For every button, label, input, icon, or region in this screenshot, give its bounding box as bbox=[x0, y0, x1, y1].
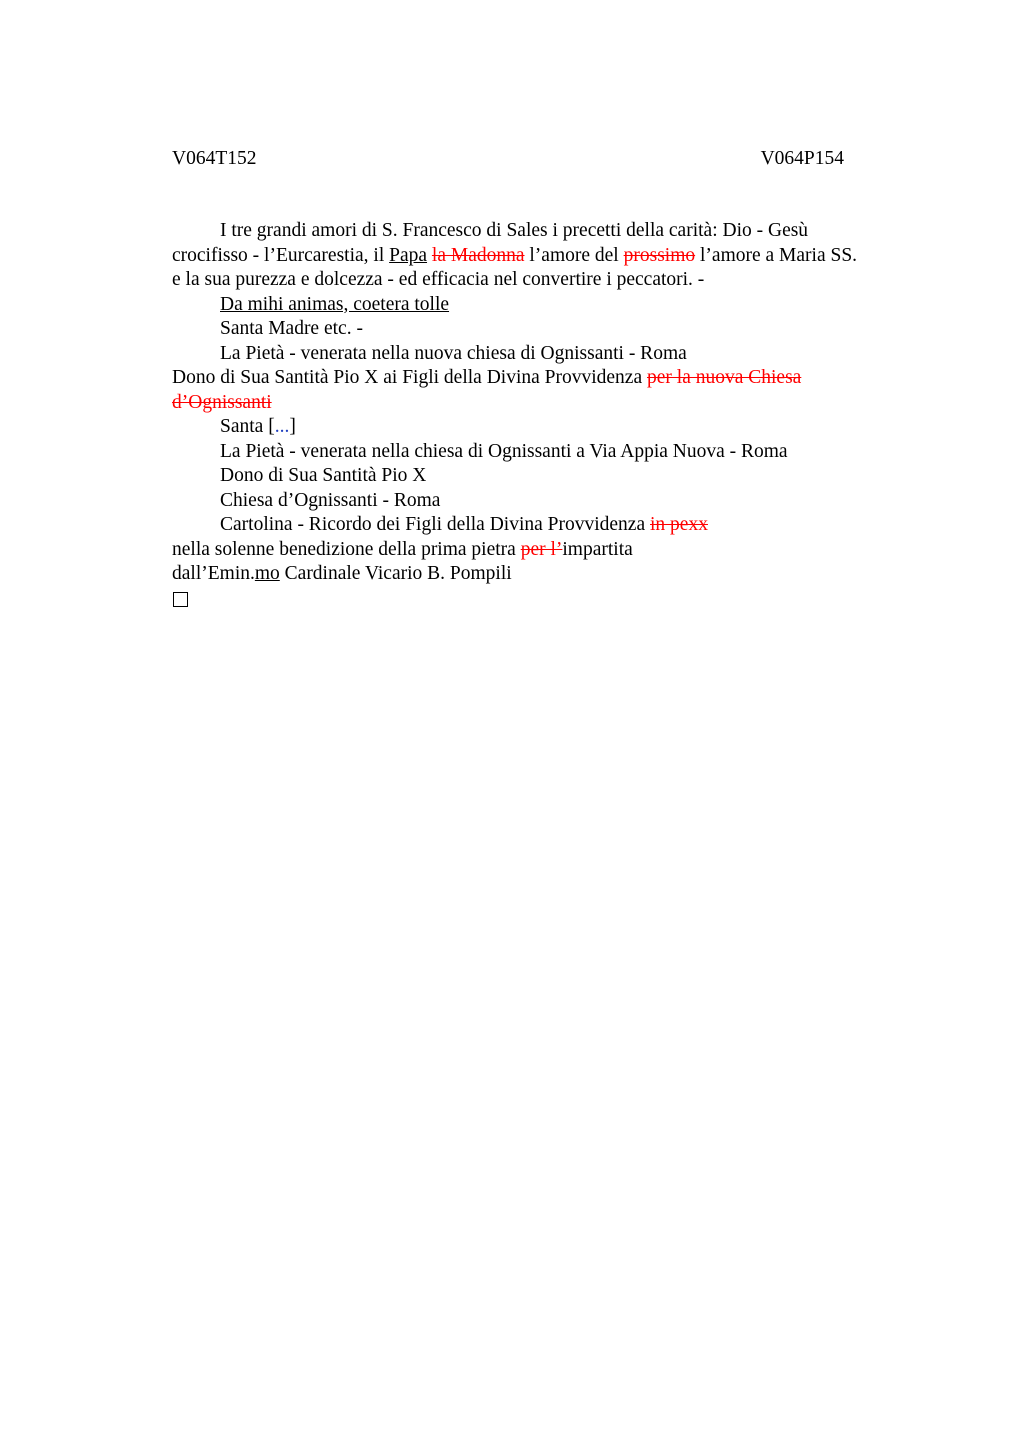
santa-line bbox=[172, 415, 897, 440]
paragraph1-line2-text-a: crocifisso - l’Eurcarestia, il bbox=[172, 244, 390, 266]
motto-text: Da mihi animas, coetera tolle bbox=[220, 293, 450, 315]
deletion-in-pexx: in pexx bbox=[650, 514, 708, 535]
header-left-code: V064T152 bbox=[172, 148, 257, 169]
emin-text-b: Cardinale Vicario B. Pompili bbox=[279, 563, 512, 584]
underlined-papa: Papa bbox=[389, 244, 428, 266]
deletion-per-l: per l’ bbox=[520, 538, 563, 560]
page-header bbox=[172, 146, 844, 172]
pieta2-text: La Pietà - venerata nella chiesa di Ognissanti a Via Appia Nuova - Roma bbox=[220, 440, 788, 462]
benedizione-line bbox=[172, 538, 897, 563]
deletion-prossimo: prossimo bbox=[623, 244, 696, 266]
dono1-continuation-line bbox=[172, 391, 897, 416]
dono1-text: Dono di Sua Santità Pio X ai Figli della Divina Provvidenza bbox=[172, 367, 647, 388]
santa-close-bracket: ] bbox=[289, 416, 296, 437]
end-of-text-box-icon bbox=[173, 592, 188, 607]
pieta1-line bbox=[172, 342, 897, 367]
cartolina-line bbox=[172, 513, 897, 538]
paragraph1-line1 bbox=[172, 219, 897, 244]
paragraph1-line2-text-c: l’amore a Maria SS. bbox=[695, 244, 858, 266]
paragraph1-line2-text-b: l’amore del bbox=[524, 244, 624, 266]
benedizione-text-b: impartita bbox=[562, 538, 633, 560]
header-right-code: V064P154 bbox=[760, 148, 844, 169]
paragraph1-line3-text: e la sua purezza e dolcezza - ed efficacia nel convertire i peccatori. - bbox=[172, 269, 705, 290]
deletion-dognissanti: d’Ognissanti bbox=[172, 391, 272, 413]
chiesa-line bbox=[172, 489, 897, 514]
underlined-mo: mo bbox=[254, 563, 280, 584]
document-page bbox=[172, 146, 897, 611]
dono1-line bbox=[172, 366, 897, 391]
motto-line bbox=[172, 293, 897, 318]
santa-ellipsis: ... bbox=[274, 416, 290, 437]
transcription-body bbox=[172, 219, 897, 611]
deletion-la-madonna: la Madonna bbox=[431, 244, 525, 266]
santa-madre-text: Santa Madre etc. - bbox=[220, 318, 363, 339]
paragraph1-line2 bbox=[172, 244, 897, 269]
emin-text-a: dall’Emin. bbox=[172, 563, 255, 584]
pieta2-line bbox=[172, 440, 897, 465]
deletion-per-la-nuova-chiesa: per la nuova Chiesa bbox=[647, 367, 802, 388]
santa-madre-line bbox=[172, 317, 897, 342]
santa-text: Santa [ bbox=[220, 416, 275, 437]
cartolina-text: Cartolina - Ricordo dei Figli della Divina Provvidenza bbox=[220, 514, 650, 535]
dono2-line bbox=[172, 464, 897, 489]
paragraph1-line1-text: I tre grandi amori di S. Francesco di Sales i precetti della carità: Dio - Gesù bbox=[220, 220, 809, 241]
benedizione-text-a: nella solenne benedizione della prima pietra bbox=[172, 538, 521, 560]
end-marker-line bbox=[172, 587, 897, 612]
dono2-text: Dono di Sua Santità Pio X bbox=[220, 465, 427, 486]
paragraph1-line3 bbox=[172, 268, 897, 293]
emin-line bbox=[172, 562, 897, 587]
chiesa-text: Chiesa d’Ognissanti - Roma bbox=[220, 489, 441, 511]
pieta1-text: La Pietà - venerata nella nuova chiesa di Ognissanti - Roma bbox=[220, 342, 687, 364]
